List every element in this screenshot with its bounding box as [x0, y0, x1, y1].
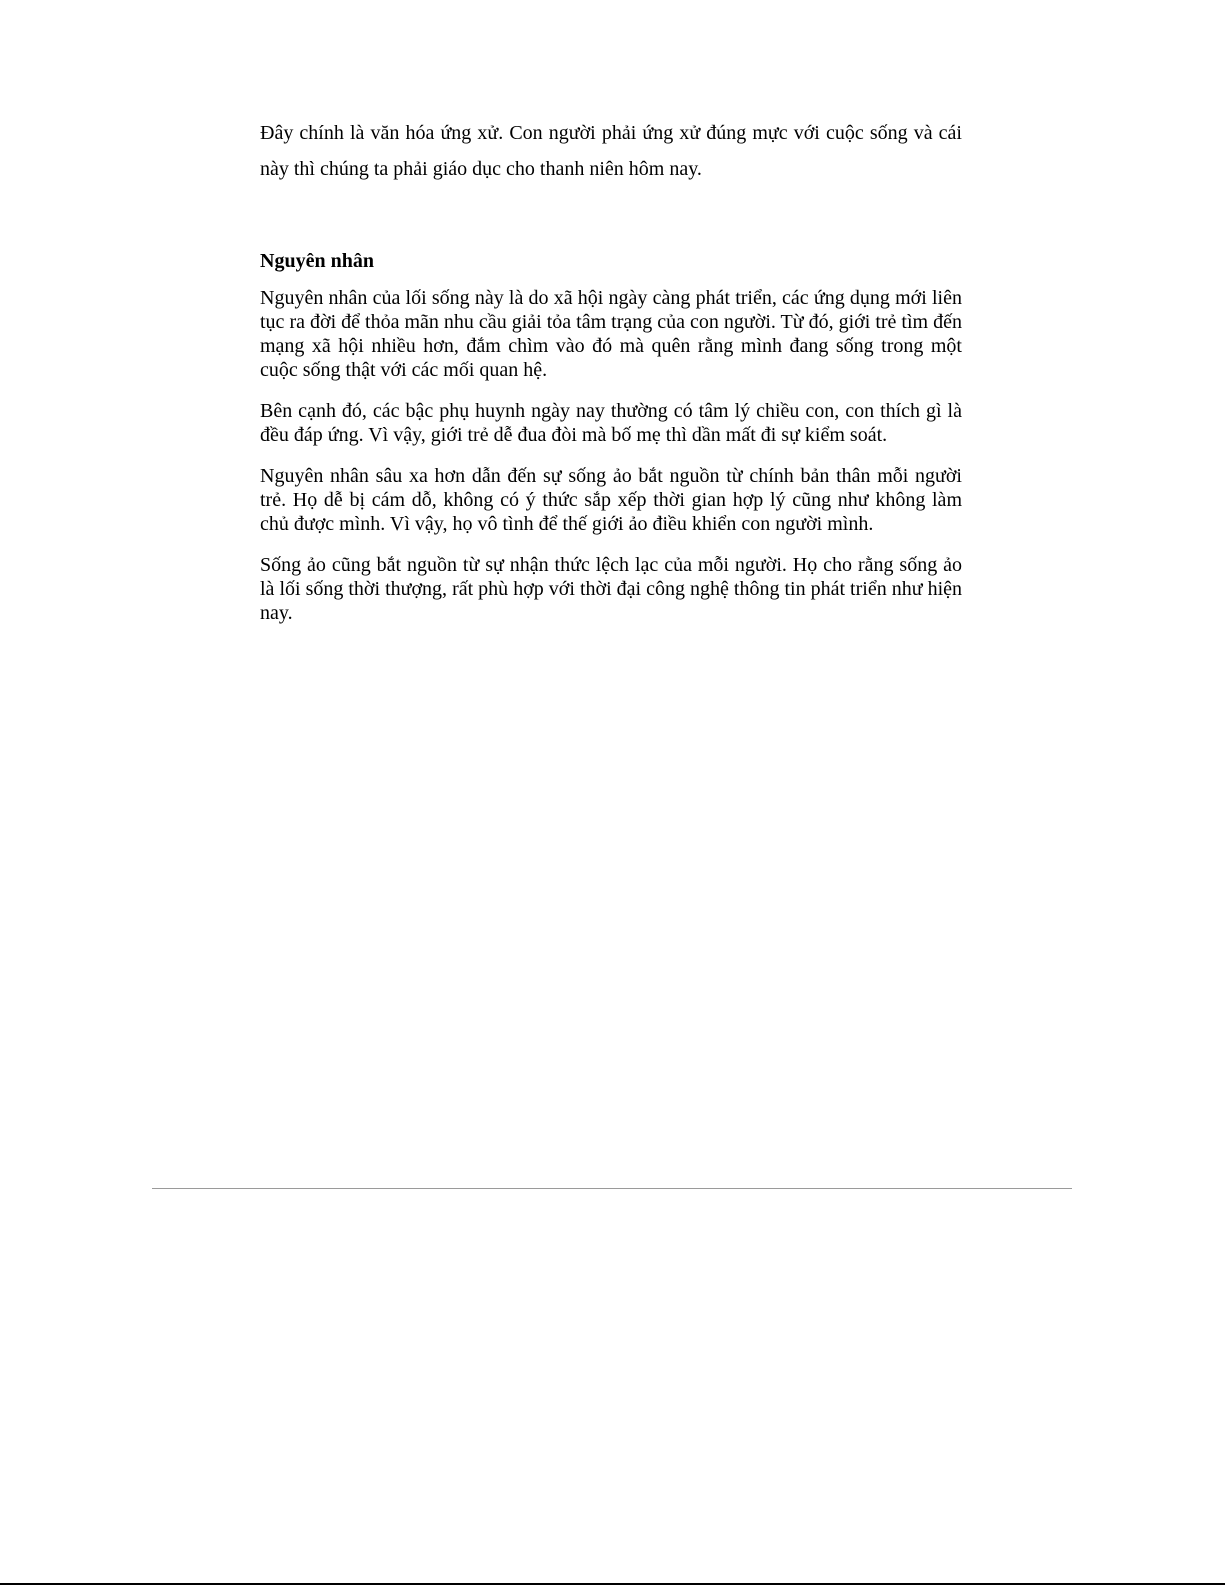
footer-divider	[152, 1188, 1072, 1189]
section-body	[260, 286, 962, 642]
section-heading: Nguyên nhân	[260, 250, 374, 272]
intro-paragraph: Đây chính là văn hóa ứng xử. Con người phải ứng xử đúng mực với cuộc sống và cái này thì chúng ta phải giáo dục cho thanh niên hôm nay.	[260, 122, 962, 180]
paragraph-1: Nguyên nhân của lối sống này là do xã hội ngày càng phát triển, các ứng dụng mới liên tục ra đời để thỏa mãn nhu cầu giải tỏa tâm trạng của con người. Từ đó, giới trẻ tìm đến mạng xã hội nhiều hơn, đắm chìm vào đó mà quên rằng mình đang sống trong một cuộc sống thật với các mối quan hệ.	[260, 287, 962, 381]
paragraph-3: Nguyên nhân sâu xa hơn dẫn đến sự sống ảo bắt nguồn từ chính bản thân mỗi người trẻ. Họ dễ bị cám dỗ, không có ý thức sắp xếp thời gian hợp lý cũng như không làm chủ được mình. Vì vậy, họ vô tình để thế giới ảo điều khiển con người mình.	[260, 465, 962, 535]
paragraph-4: Sống ảo cũng bắt nguồn từ sự nhận thức lệch lạc của mỗi người. Họ cho rằng sống ảo là lối sống thời thượng, rất phù hợp với thời đại công nghệ thông tin phát triển như hiện nay.	[260, 554, 962, 624]
paragraph-2: Bên cạnh đó, các bậc phụ huynh ngày nay thường có tâm lý chiều con, con thích gì là đều đáp ứng. Vì vậy, giới trẻ dễ đua đòi mà bố mẹ thì dần mất đi sự kiểm soát.	[260, 400, 962, 446]
